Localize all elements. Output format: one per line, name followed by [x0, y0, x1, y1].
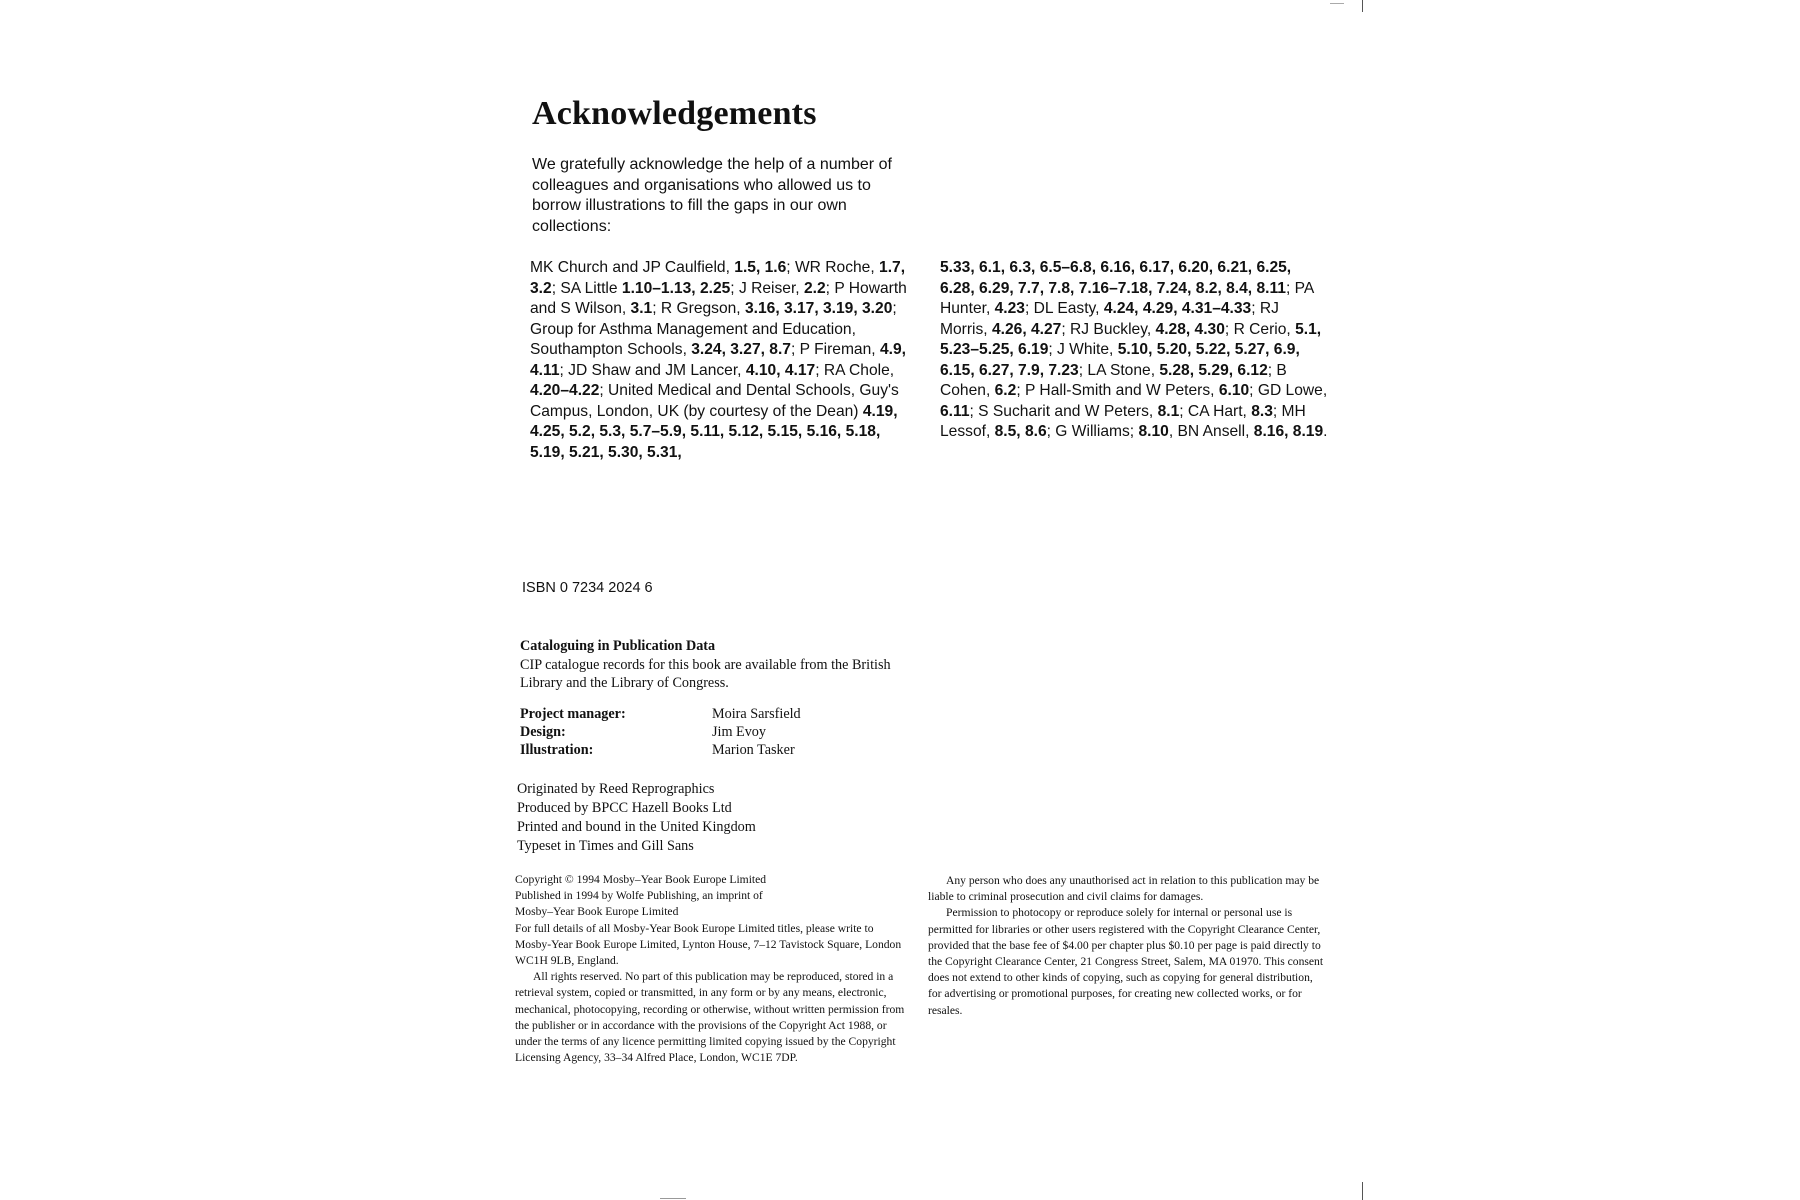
credit-text: MK Church and JP Caulfield, [530, 259, 735, 276]
intro-paragraph: We gratefully acknowledge the help of a number of colleagues and organisations who allowed us to borrow illustrations to fill the gaps in our own collections: [532, 156, 892, 235]
credit-text: ; J Reiser, [730, 279, 804, 297]
staff-row [520, 723, 801, 741]
rights-reserved: All rights reserved. No part of this publication may be reproduced, stored in a retrieval system, copied or transmitted, in any form or by any means, electronic, mechanical, photocopying, recording or otherwise, without written permission from the publisher or in accordance with the provisions of the Copyright Act 1988, or under the terms of any licence permitting limited copying issued by the Copyright Licensing Agency, 33–34 Alfred Place, London, WC1E 7DP. [515, 970, 905, 1065]
contact-address: For full details of all Mosby-Year Book Europe Limited titles, please write to Mosby-Year Book Europe Limited, Lynton House, 7–12 Tavistock Square, London WC1H 9LB, England. [515, 921, 902, 968]
figure-reference: 6.11 [940, 402, 970, 420]
figure-reference: 3.24, 3.27, 8.7 [691, 341, 791, 358]
figure-reference: 1.10–1.13, 2.25 [621, 279, 731, 297]
figure-reference: 6.10 [1218, 382, 1250, 399]
credit-text: ; R Cerio, [1224, 320, 1296, 338]
figure-reference: 5.1, 5.23–5.25, 6.19 [940, 320, 1322, 358]
figure-reference: 4.24, 4.29, 4.31–4.33 [1103, 300, 1252, 317]
figure-reference: 3.1 [630, 300, 653, 317]
staff-role: Project manager: [520, 706, 626, 722]
photocopy-permission: Permission to photocopy or reproduce solely for internal or personal use is permitted for libraries or other users registered with the Copyright Clearance Center, provided that the base fee of $4.00 per chapter plus $0.10 per page is paid directly to the Copyright Clearance Center, 21 Congress Street, Salem, MA 01970. This consent does not extend to other kinds of copying, such as copying for general distribution, for advertising or promotional purposes, for creating new collected works, or for resales. [928, 906, 1324, 1017]
publisher-line: Mosby–Year Book Europe Limited [515, 905, 679, 919]
figure-reference: 6.2 [994, 382, 1017, 399]
figure-reference: 8.10 [1138, 423, 1169, 440]
credit-text: ; P Hall-Smith and W Peters, [1016, 382, 1219, 399]
figure-reference: 4.20–4.22 [530, 382, 600, 399]
credit-text: ; P Howarth and S Wilson, [530, 279, 907, 317]
credit-text: ; United Medical and Dental Schools, Guy's Campus, London, UK (by courtesy of the Dean) [530, 382, 899, 420]
figure-reference: 1.5, 1.6 [734, 259, 787, 276]
credit-text: ; RJ Buckley, [1061, 320, 1156, 338]
staff-name: Marion Tasker [712, 742, 795, 758]
credit-text: ; GD Lowe, [1249, 382, 1328, 399]
unauthorised-act-warning: Any person who does any unauthorised act in relation to this publication may be liable to criminal prosecution and civil claims for damages. [928, 874, 1320, 904]
figure-reference: 4.19, 4.25, 5.2, 5.3, 5.7–5.9, 5.11, 5.12, 5.15, 5.16, 5.18, 5.19, 5.21, 5.30, 5.31, [530, 402, 898, 461]
figure-reference: 4.9, 4.11 [530, 341, 906, 379]
figure-reference: 5.10, 5.20, 5.22, 5.27, 6.9, 6.15, 6.27, 7.9, 7.23 [940, 341, 1300, 379]
figure-reference: 8.16, 8.19 [1253, 423, 1324, 440]
cip-heading: Cataloguing in Publication Data [520, 638, 716, 654]
scan-mark [660, 1198, 686, 1199]
copyright-notice [515, 872, 910, 1066]
production-line: Typeset in Times and Gill Sans [517, 838, 694, 854]
figure-reference: 8.1 [1157, 402, 1180, 420]
scan-mark [1330, 3, 1344, 4]
figure-reference: 4.26, 4.27 [991, 320, 1062, 338]
figure-reference: 4.10, 4.17 [745, 361, 816, 379]
staff-role: Design: [520, 724, 566, 740]
figure-reference: 3.16, 3.17, 3.19, 3.20 [744, 300, 893, 317]
figure-reference: 4.28, 4.30 [1155, 320, 1225, 338]
cip-block [520, 637, 920, 693]
credit-text: ; RA Chole, [815, 361, 895, 379]
credits-column-right [940, 258, 1330, 443]
copyright-line: Copyright © 1994 Mosby–Year Book Europe Limited [515, 873, 767, 886]
staff-name: Moira Sarsfield [712, 706, 801, 722]
cip-body: CIP catalogue records for this book are available from the British Library and the Library of Congress. [520, 656, 891, 691]
production-line: Produced by BPCC Hazell Books Ltd [517, 800, 732, 816]
credit-text: ; RJ Morris, [940, 300, 1279, 338]
figure-reference: 5.33, 6.1, 6.3, 6.5–6.8, 6.16, 6.17, 6.20, 6.21, 6.25, 6.28, 6.29, 7.7, 7.8, 7.16–7.18, 7.24, 8.2, 8.4, 8.11 [940, 259, 1292, 297]
credit-text: ; B Cohen, [940, 361, 1287, 399]
credit-text: , BN Ansell, [1168, 423, 1254, 440]
credit-text: ; MH Lessof, [940, 402, 1306, 440]
credit-text: ; PA Hunter, [940, 279, 1314, 317]
credit-text: ; CA Hart, [1179, 402, 1252, 420]
figure-reference: 2.2 [803, 279, 826, 297]
credit-text: ; SA Little [551, 279, 622, 297]
credit-text: ; LA Stone, [1078, 361, 1160, 379]
production-line: Originated by Reed Reprographics [517, 781, 715, 797]
figure-reference: 8.3 [1251, 402, 1273, 420]
credit-text: ; WR Roche, [786, 259, 880, 276]
credit-text: . [1323, 423, 1328, 440]
staff-role: Illustration: [520, 742, 594, 758]
credit-text: ; G Williams; [1046, 423, 1139, 440]
legal-notice [928, 873, 1328, 1019]
staff-row [520, 741, 801, 759]
credits-column-left [530, 258, 910, 463]
credit-text: ; J White, [1048, 341, 1118, 358]
credit-text: ; P Fireman, [790, 341, 880, 358]
credit-text: ; DL Easty, [1024, 300, 1104, 317]
production-line: Printed and bound in the United Kingdom [517, 819, 756, 835]
staff-credits [520, 705, 801, 759]
production-credits [517, 780, 756, 856]
staff-name: Jim Evoy [712, 724, 766, 740]
scan-mark [1362, 0, 1363, 12]
publisher-line: Published in 1994 by Wolfe Publishing, an imprint of [515, 889, 763, 903]
isbn: ISBN 0 7234 2024 6 [522, 580, 653, 596]
staff-row [520, 705, 801, 723]
figure-reference: 4.23 [994, 300, 1025, 317]
credit-text: ; JD Shaw and JM Lancer, [559, 361, 746, 379]
page-title: Acknowledgements [532, 95, 817, 132]
figure-reference: 8.5, 8.6 [994, 423, 1047, 440]
staff-table [520, 705, 801, 759]
credit-text: ; R Gregson, [652, 300, 745, 317]
figure-reference: 5.28, 5.29, 6.12 [1159, 361, 1268, 379]
credit-text: ; Group for Asthma Management and Education, Southampton Schools, [530, 300, 897, 358]
credit-text: ; S Sucharit and W Peters, [969, 402, 1158, 420]
scan-mark [1362, 1182, 1363, 1200]
figure-reference: 1.7, 3.2 [530, 259, 906, 297]
